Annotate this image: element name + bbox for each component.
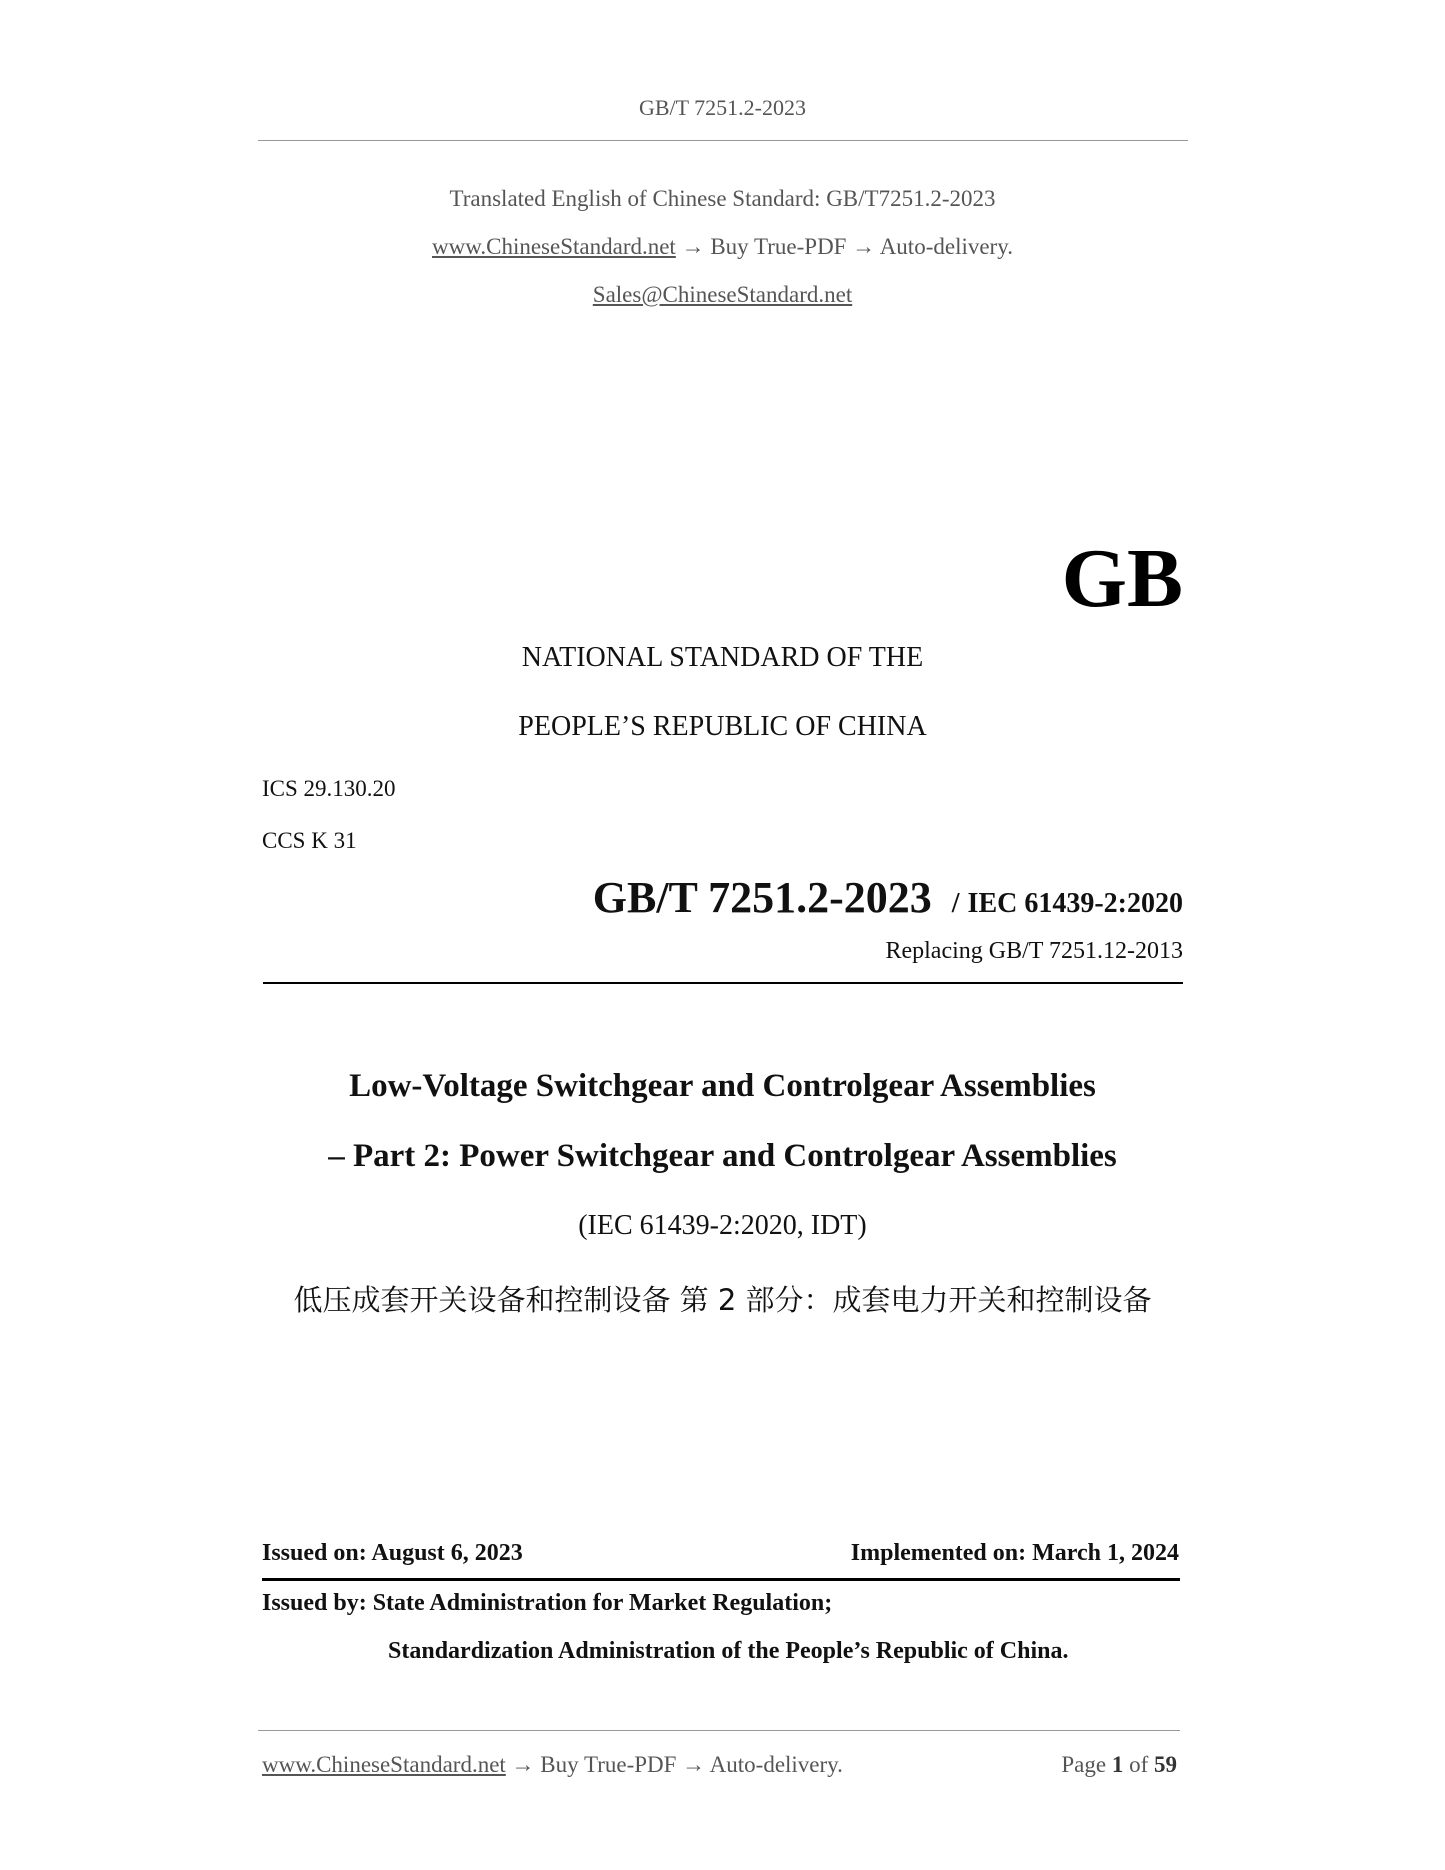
issued-on-date: Issued on: August 6, 2023 <box>262 1540 523 1566</box>
issue-divider <box>262 1578 1180 1581</box>
national-standard-line-1: NATIONAL STANDARD OF THE <box>521 642 924 673</box>
footer-divider <box>258 1730 1180 1731</box>
gb-logo: GB <box>1061 532 1183 625</box>
footer-buy-text: → Buy True-PDF → Auto-delivery. <box>505 1752 843 1777</box>
page-indicator <box>1061 1752 1177 1778</box>
standard-number-line <box>593 872 1183 923</box>
site-link[interactable]: www.ChineseStandard.net <box>432 234 676 259</box>
standard-code: GB/T 7251.2-2023 <box>592 873 932 922</box>
footer-site-link[interactable]: www.ChineseStandard.net <box>262 1752 506 1777</box>
running-header: GB/T 7251.2-2023 <box>638 95 807 120</box>
ics-code: ICS 29.130.20 <box>262 776 396 801</box>
sales-email-link[interactable]: Sales@ChineseStandard.net <box>592 282 853 307</box>
implemented-on-date: Implemented on: March 1, 2024 <box>850 1540 1179 1566</box>
chinese-title: 低压成套开关设备和控制设备 第 2 部分：成套电力开关和控制设备 <box>293 1283 1152 1317</box>
ccs-code: CCS K 31 <box>262 828 357 853</box>
buy-line <box>0 234 1445 260</box>
standard-separator: / <box>951 888 960 919</box>
title-line-2: – Part 2: Power Switchgear and Controlgear Assemblies <box>328 1138 1117 1174</box>
replacing-note: Replacing GB/T 7251.12-2013 <box>885 938 1183 964</box>
translated-notice: Translated English of Chinese Standard: GB/T7251.2-2023 <box>449 186 996 211</box>
total-pages: 59 <box>1154 1752 1177 1777</box>
issued-by-line-1: Issued by: State Administration for Market Regulation; <box>262 1590 833 1616</box>
footer-buy-line <box>262 1752 843 1778</box>
page-label: Page <box>1061 1752 1112 1777</box>
iec-equivalence: (IEC 61439-2:2020, IDT) <box>578 1210 867 1241</box>
buy-text: → Buy True-PDF → Auto-delivery. <box>675 234 1013 259</box>
iec-code: IEC 61439-2:2020 <box>967 888 1183 919</box>
title-line-1: Low-Voltage Switchgear and Controlgear Assemblies <box>349 1068 1096 1104</box>
page-number: 1 <box>1111 1752 1124 1777</box>
sales-line <box>0 282 1445 308</box>
of-label: of <box>1123 1752 1154 1777</box>
header-divider <box>258 140 1188 141</box>
national-standard-line-2: PEOPLE’S REPUBLIC OF CHINA <box>518 711 927 742</box>
standard-divider <box>263 982 1183 984</box>
issued-by-line-2: Standardization Administration of the People’s Republic of China. <box>388 1638 1069 1664</box>
